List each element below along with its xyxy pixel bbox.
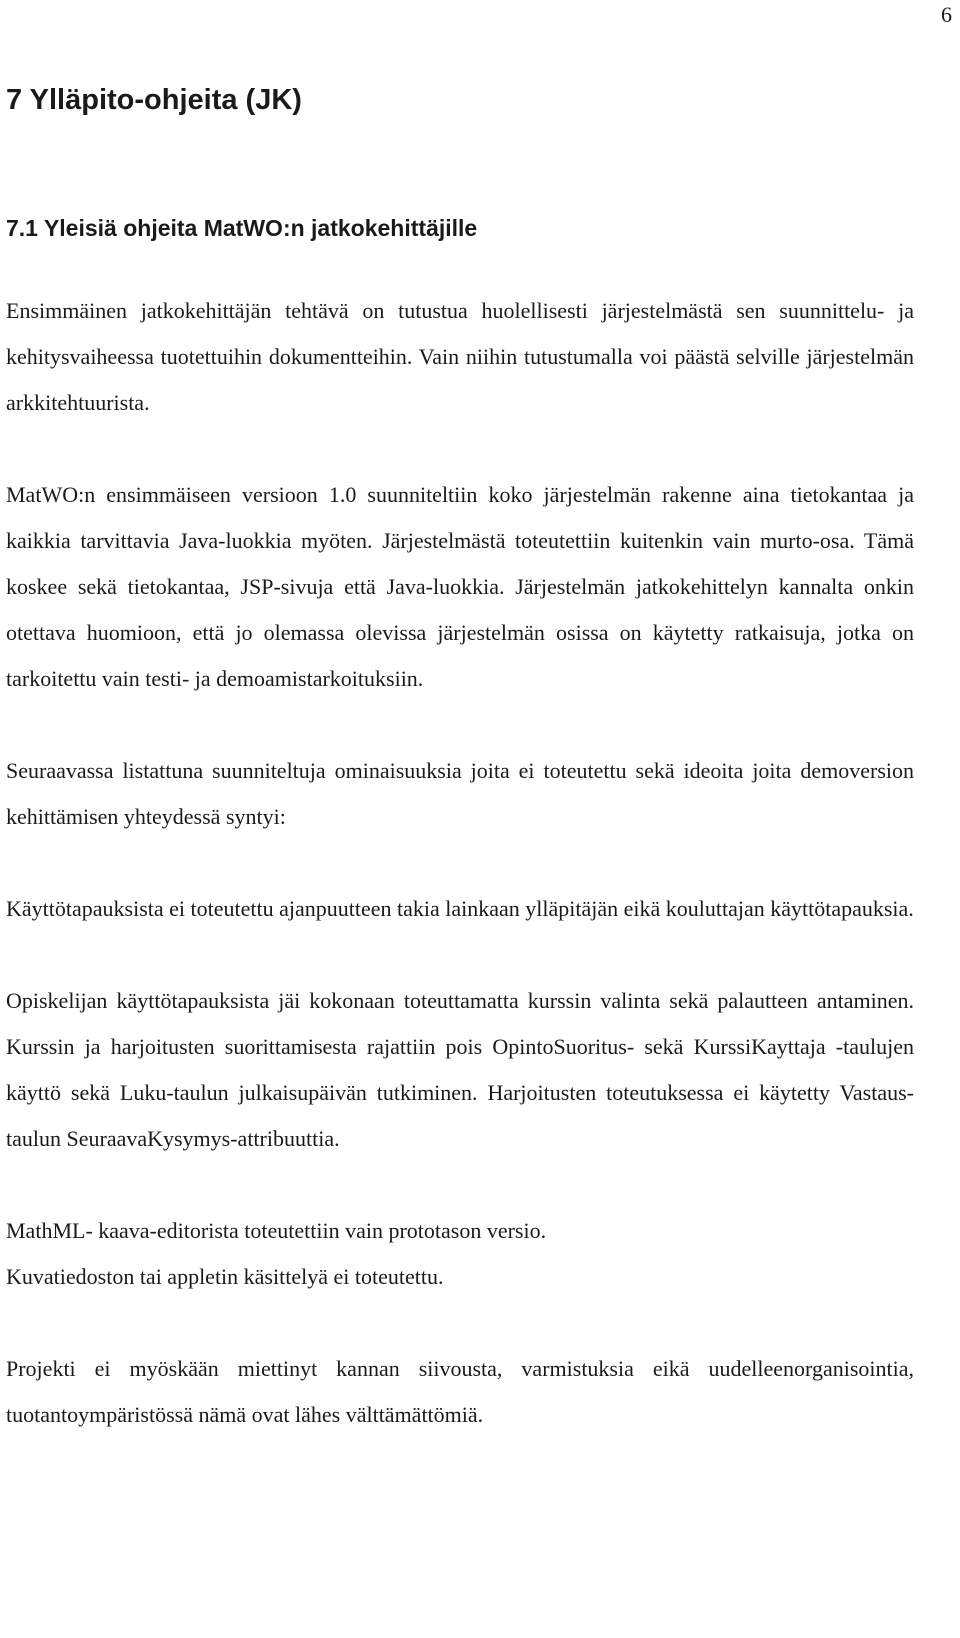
section-title: 7.1 Yleisiä ohjeita MatWO:n jatkokehittäjille (6, 215, 478, 241)
chapter-title: 7 Ylläpito-ohjeita (JK) (6, 84, 302, 116)
paragraph-mathml: MathML- kaava-editorista toteutettiin vain prototason versio. (6, 1218, 547, 1243)
document-body (6, 78, 914, 1438)
paragraph-version: MatWO:n ensimmäiseen versioon 1.0 suunniteltiin koko järjestelmän rakenne aina tietokantaa ja kaikkia tarvittavia Java-luokkia myöten. Järjestelmästä toteutettiin kuitenkin vain murto-osa. Tämä koskee sekä tietokantaa, JSP-sivuja että Java-luokkia. Järjestelmän jatkokehittelyn kannalta onkin otettava huomioon, että jo olemassa olevissa järjestelmän osissa on käytetty ratkaisuja, jotka on tarkoitettu vain testi- ja demoamistarkoituksiin. (6, 482, 914, 691)
paragraph-list-intro: Seuraavassa listattuna suunniteltuja ominaisuuksia joita ei toteutettu sekä ideoita joita demoversion kehittämisen yhteydessä syntyi: (6, 758, 914, 829)
paragraph-image-file: Kuvatiedoston tai appletin käsittelyä ei toteutettu. (6, 1264, 444, 1289)
paragraph-database: Projekti ei myöskään miettinyt kannan siivousta, varmistuksia eikä uudelleenorganisointia, tuotantoympäristössä nämä ovat lähes välttämättömiä. (6, 1356, 914, 1427)
page-number: 6 (941, 2, 952, 27)
paragraph-use-cases: Käyttötapauksista ei toteutettu ajanpuutteen takia lainkaan ylläpitäjän eikä kouluttajan käyttötapauksia. (6, 896, 914, 921)
paragraph-intro: Ensimmäinen jatkokehittäjän tehtävä on tutustua huolellisesti järjestelmästä sen suunnittelu- ja kehitysvaiheessa tuotettuihin dokumentteihin. Vain niihin tutustumalla voi päästä selville järjestelmän arkkitehtuurista. (6, 298, 914, 415)
paragraph-student-use-cases: Opiskelijan käyttötapauksista jäi kokonaan toteuttamatta kurssin valinta sekä palautteen antaminen. Kurssin ja harjoitusten suorittamisesta rajattiin pois OpintoSuoritus- sekä KurssiKayttaja -taulujen käyttö sekä Luku-taulun julkaisupäivän tutkiminen. Harjoitusten toteutuksessa ei käytetty Vastaus-taulun SeuraavaKysymys-attribuuttia. (6, 988, 914, 1151)
